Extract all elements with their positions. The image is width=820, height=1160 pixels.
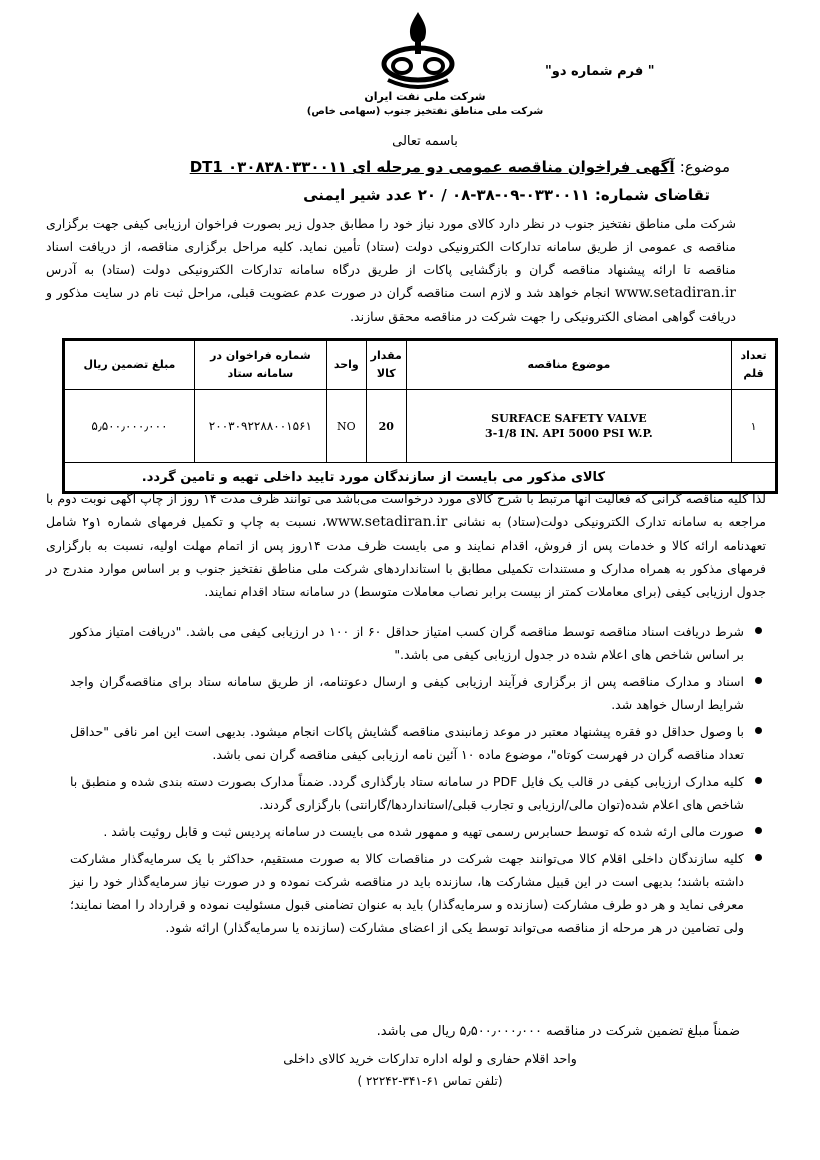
table-row [65,390,776,463]
list-item: اسناد و مدارک مناقصه پس از برگزاری فرآیند ارزیابی کیفی و ارسال دعوتنامه، از طریق سامانه ستاد برای مناقصه‌گران واجد شرایط ارسال خواهد شد. [70,670,744,716]
list-item: صورت مالی ارئه شده که توسط حسابرس رسمی تهیه و ممهور شده می بایست در سامانه پردیس ثبت و قابل روئیت باشد . [70,820,744,843]
intro-paragraph [46,212,736,328]
col-count: تعداد قلم [732,341,776,390]
subject-label: موضوع: [679,158,730,176]
cell-count: ۱ [732,390,776,463]
col-call-number: شماره فراخوان در سامانه ستاد [194,341,326,390]
list-item: شرط دریافت اسناد مناقصه توسط مناقصه گران کسب امتیاز حداقل ۶۰ از ۱۰۰ در ارزیابی کیفی می باشد. "دریافت امتیاز مذکور بر اساس شاخص های اعلام شده در جدول ارزیابی کیفی می باشد." [70,620,744,666]
cell-guarantee: ۵٫۵۰۰٫۰۰۰٫۰۰۰ [65,390,195,463]
list-item: با وصول حداقل دو فقره پیشنهاد معتبر در موعد زمانبندی مناقصه گشایش پاکات انجام میشود. بدیهی است این امر نافی "حداقل تعداد مناقصه گران در فهرست کوتاه"، موضوع ماده ۱۰ آئین نامه ارزیابی کیفی مناقصه گران نمی باشد. [70,720,744,766]
cell-subject-line2: 3-1/8 IN. API 5000 PSI W.P. [485,427,653,440]
cell-call-number: ۲۰۰۳۰۹۲۲۸۸۰۰۱۵۶۱ [194,390,326,463]
bullet-icon [755,627,762,634]
conditions-list [70,620,764,943]
submission-text: لذا کلیه مناقصه گرانی که فعالیت آنها مرتبط با شرح کالای مورد درخواست می‌باشد می توانند ظرف مدت ۱۴ روز از چاپ آگهی نوبت دوم با مراجعه به سامانه تدارک الکترونیکی دولت(ستاد) به نشانی [46,491,766,529]
setad-link-2[interactable]: www.setadiran.ir [326,514,448,530]
submission-text-after: ، نسبت به چاپ و تکمیل فرمهای شماره ۱و۲ شامل تعهدنامه ارائه کالا و خدمات پس از فروش، اقدام نمایند و می بایست ظرف مدت ۱۴روز پس از اتمام مهلت اولیه، نسبت به بارگزاری فرمهای مذکور به همراه مدارک و مستندات تکمیلی مطابق با استانداردهای شرکت ملی مناطق نفتخیز جنوب و بر اساس موارد مندرج در جدول ارزیابی کیفی (برای معاملات کمتر از بیست برابر نصاب معاملات متوسط) در سامانه ستاد اقدام نمایند. [46,514,766,599]
request-number: تقاضای شماره: ۰۳۳۰۰۱۱-۰۹-۳۸-۰۸ / ۲۰ عدد شیر ایمنی [303,186,710,204]
bullet-icon [755,677,762,684]
col-subject: موضوع مناقصه [406,341,731,390]
cell-subject-line1: SURFACE SAFETY VALVE [491,412,647,425]
bullet-icon [755,827,762,834]
form-number: " فرم شماره دو" [545,64,655,79]
intro-text-after: انجام خواهد شد و لازم است مناقصه گران در صورت عدم عضویت قبلی، مراحل ثبت نام در سایت مذکور و دریافت گواهی امضای الکترونیکی را جهت شرکت در مناقصه محقق سازند. [46,285,736,324]
intro-text: شرکت ملی مناطق نفتخیز جنوب در نظر دارد کالای مورد نیاز خود را مطابق جدول زیر بصورت فراخوان ارزیابی کیفی جهت برگزاری مناقصه ی عمومی از طریق سامانه تدارکات الکترونیکی دولت (ستاد) تأمین نماید. کلیه مراحل برگزاری مناقصه، از دریافت اسناد مناقصه تا ارائه پیشنهاد مناقصه گران و بازگشایی پاکات از طریق درگاه سامانه تدارکات الکترونیکی دولت (ستاد) به آدرس [46,216,736,277]
cell-subject [406,390,731,463]
org-subsidiary-name: شرکت ملی مناطق نفتخیز جنوب (سهامی خاص) [306,106,544,117]
table-header-row [65,341,776,390]
setad-link[interactable]: www.setadiran.ir [614,285,736,301]
col-unit: واحد [326,341,366,390]
subject-title: آگهی فراخوان مناقصه عمومی دو مرحله ای DT1 ۰۳۰۸۳۸۰۳۳۰۰۱۱ [189,158,675,176]
cell-quantity: 20 [366,390,406,463]
list-item: کلیه مدارک ارزیابی کیفی در قالب یک فایل PDF در سامانه ستاد بارگذاری گردد. ضمناً مدارک بصورت دسته بندی شده و منطبق با شاخص های اعلام شده(توان مالی/ارزیابی و تجارب قبلی/استانداردها/گارانتی) بارگزاری گردند. [70,770,744,816]
col-guarantee: مبلغ تضمین ریال [65,341,195,390]
cell-unit: NO [326,390,366,463]
table-note: کالای مذکور می بایست از سازندگان مورد تایید داخلی تهیه و تامین گردد. [65,463,776,492]
bullet-icon [755,854,762,861]
submission-paragraph [46,487,766,603]
contact-phone: (تلفن تماس ۶۱-۳۴۱-۲۲۲۴۲ ) [357,1074,503,1088]
list-item: کلیه سازندگان داخلی اقلام کالا می‌توانند جهت شرکت در مناقصات کالا به صورت مستقیم، حداکثر با یک سرمایه‌گذار مشارکت داشته باشند؛ بدیهی است در این قبیل مشارکت ها، سازنده باید در مناقصه شرکت نموده و در صورت نیاز سرمایه‌گذار خود را نیز معرفی نماید و هر دو طرف مشارکت (سازنده و سرمایه‌گذار) باید به عنوان تضامنی قبول مسئولیت نموده و قرارداد را امضا نمایند؛ ولی تضامین در هر مرحله از مناقصه می‌تواند توسط یکی از اعضای مشارکت (سازنده یا سرمایه‌گذار) ارائه شود. [70,847,744,939]
guarantee-line: ضمناً مبلغ تضمین شرکت در مناقصه ۵٫۵۰۰٫۰۰۰٫۰۰۰ ریال می باشد. [376,1024,740,1039]
col-quantity: مقدار کالا [366,341,406,390]
bullet-icon [755,727,762,734]
subject-line [150,158,730,176]
department-name: واحد اقلام حفاری و لوله اداره تدارکات خرید کالای داخلی [283,1051,577,1066]
bismillah: باسمه تعالی [392,134,458,149]
tender-table [64,340,776,492]
bullet-icon [755,777,762,784]
nioc-flame-logo-icon [378,8,458,90]
org-name: شرکت ملی نفت ایران [364,90,486,103]
